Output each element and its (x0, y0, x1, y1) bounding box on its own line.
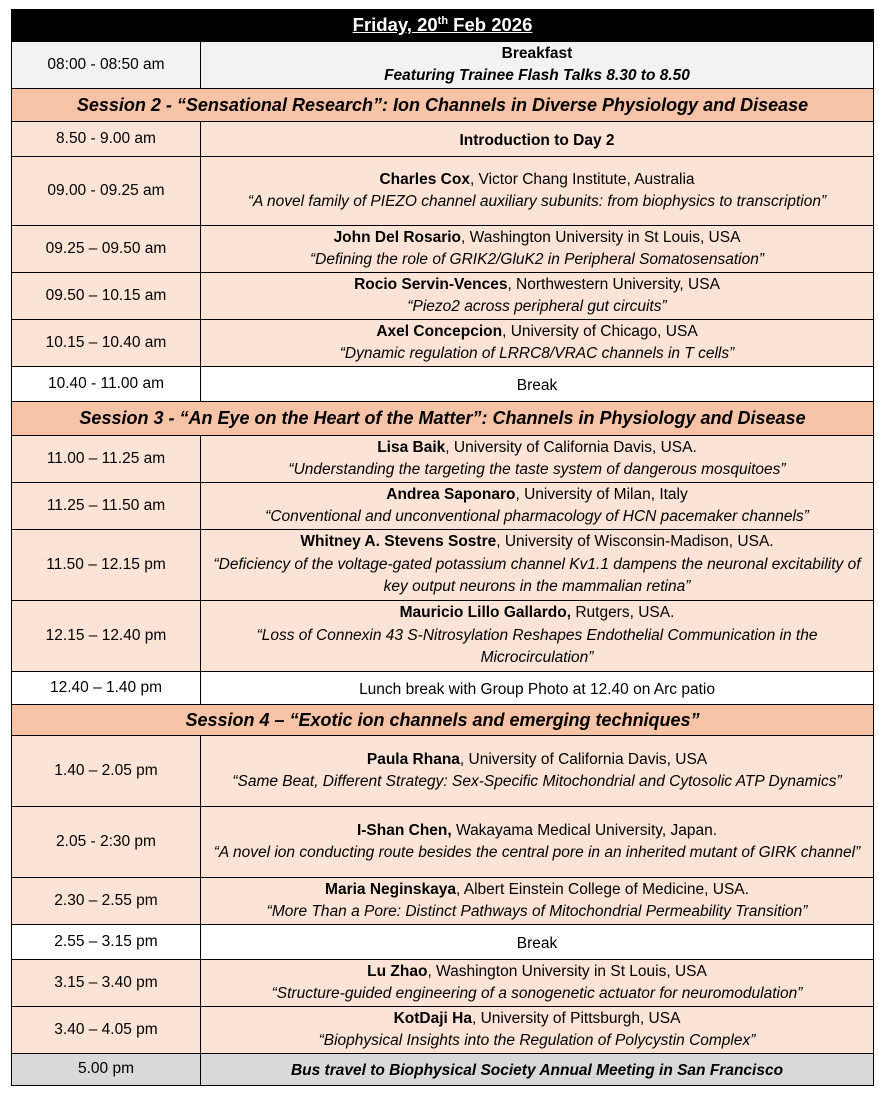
speaker-affiliation: , Albert Einstein College of Medicine, USA. (456, 880, 749, 898)
talk-cell (201, 878, 874, 925)
session-3-header: Session 3 - “An Eye on the Heart of the Matter”: Channels in Physiology and Disease (12, 402, 874, 436)
bus-row (12, 1054, 874, 1086)
talk-title: “Understanding the targeting the taste system of dangerous mosquitoes” (288, 461, 786, 478)
session-2-header: Session 2 - “Sensational Research”: Ion Channels in Diverse Physiology and Disease (12, 89, 874, 122)
talk-row (12, 157, 874, 226)
time-cell: 11.00 – 11.25 am (12, 436, 201, 483)
talk-row (12, 960, 874, 1007)
talk-title: “Loss of Connexin 43 S-Nitrosylation Reshapes Endothelial Communication in the Microcirculation” (256, 626, 818, 667)
speaker-name: I-Shan Chen, (356, 821, 452, 839)
time-cell: 2.55 – 3.15 pm (12, 925, 201, 960)
speaker-name: Rocio Servin-Vences (354, 275, 508, 293)
speaker-name: Paula Rhana (366, 750, 460, 768)
speaker-affiliation: , University of California Davis, USA (459, 750, 708, 768)
talk-row (12, 878, 874, 925)
talk-title: “Deficiency of the voltage-gated potassium channel Kv1.1 dampens the neuronal excitability of key output neurons in the mammalian retina” (213, 555, 861, 596)
talk-row (12, 320, 874, 367)
speaker-affiliation: , Washington University in St Louis, USA (461, 228, 741, 246)
speaker-name: Lisa Baik (377, 438, 446, 456)
time-cell: 12.40 – 1.40 pm (12, 672, 201, 705)
talk-cell (201, 960, 874, 1007)
talk-title: “A novel ion conducting route besides the central pore in an inherited mutant of GIRK channel” (213, 844, 861, 861)
event-cell: Lunch break with Group Photo at 12.40 on Arc patio (201, 672, 874, 705)
speaker-name: Maria Neginskaya (325, 880, 457, 898)
speaker-affiliation: , University of California Davis, USA. (445, 438, 697, 456)
speaker-affiliation: Wakayama Medical University, Japan. (451, 821, 718, 839)
speaker-affiliation: , University of Chicago, USA (502, 322, 698, 340)
speaker-affiliation: , University of Pittsburgh, USA (471, 1009, 681, 1027)
speaker-affiliation: , Washington University in St Louis, USA (427, 962, 707, 980)
speaker-affiliation: , Northwestern University, USA (507, 275, 720, 293)
speaker-affiliation: , University of Wisconsin-Madison, USA. (496, 533, 774, 551)
breakfast-row (12, 42, 874, 89)
talk-row (12, 807, 874, 878)
speaker-affiliation: , University of Milan, Italy (515, 485, 688, 503)
speaker-name: Lu Zhao (367, 962, 428, 980)
talk-row (12, 483, 874, 530)
speaker-name: Mauricio Lillo Gallardo, (399, 604, 572, 622)
time-cell: 2.05 - 2:30 pm (12, 807, 201, 878)
time-cell: 11.50 – 12.15 pm (12, 530, 201, 601)
intro-row (12, 122, 874, 157)
time-cell: 8.50 - 9.00 am (12, 122, 201, 157)
talk-cell (201, 601, 874, 672)
talk-title: “Piezo2 across peripheral gut circuits” (407, 298, 667, 315)
speaker-name: John Del Rosario (333, 228, 462, 246)
talk-title: “Conventional and unconventional pharmacology of HCN pacemaker channels” (265, 508, 809, 525)
talk-title: “Biophysical Insights into the Regulation of Polycystin Complex” (318, 1032, 756, 1049)
talk-row (12, 273, 874, 320)
talk-cell (201, 1007, 874, 1054)
time-cell: 09.50 – 10.15 am (12, 273, 201, 320)
talk-title: “Dynamic regulation of LRRC8/VRAC channels in T cells” (339, 345, 735, 362)
time-cell: 09.00 - 09.25 am (12, 157, 201, 226)
talk-row (12, 601, 874, 672)
time-cell: 09.25 – 09.50 am (12, 226, 201, 273)
day-title-row (12, 10, 874, 42)
speaker-affiliation: , Victor Chang Institute, Australia (469, 170, 695, 188)
talk-title: “Structure-guided engineering of a sonogenetic actuator for neuromodulation” (271, 985, 803, 1002)
talk-cell (201, 483, 874, 530)
time-cell: 3.40 – 4.05 pm (12, 1007, 201, 1054)
event-cell: Introduction to Day 2 (201, 122, 874, 157)
time-cell: 3.15 – 3.40 pm (12, 960, 201, 1007)
talk-row (12, 736, 874, 807)
talk-cell (201, 736, 874, 807)
talk-cell (201, 530, 874, 601)
speaker-name: Whitney A. Stevens Sostre (300, 533, 497, 551)
speaker-name: Axel Concepcion (376, 322, 503, 340)
schedule-table (11, 9, 874, 1086)
time-cell: 10.15 – 10.40 am (12, 320, 201, 367)
session-4-header: Session 4 – “Exotic ion channels and emerging techniques” (12, 705, 874, 736)
speaker-affiliation: Rutgers, USA. (571, 604, 675, 622)
event-cell: Bus travel to Biophysical Society Annual Meeting in San Francisco (201, 1054, 874, 1086)
talk-row (12, 226, 874, 273)
talk-title: “Defining the role of GRIK2/GluK2 in Peripheral Somatosensation” (309, 251, 765, 268)
talk-row (12, 436, 874, 483)
talk-row (12, 530, 874, 601)
talk-cell (201, 807, 874, 878)
speaker-name: Andrea Saponaro (386, 485, 516, 503)
talk-title: “Same Beat, Different Strategy: Sex-Specific Mitochondrial and Cytosolic ATP Dynamics” (232, 773, 842, 790)
talk-cell (201, 157, 874, 226)
talk-cell (201, 226, 874, 273)
event-cell: Break (201, 367, 874, 402)
talk-cell (201, 436, 874, 483)
time-cell: 12.15 – 12.40 pm (12, 601, 201, 672)
talk-row (12, 1007, 874, 1054)
talk-title: “A novel family of PIEZO channel auxiliary subunits: from biophysics to transcription” (247, 193, 827, 210)
time-cell: 5.00 pm (12, 1054, 201, 1086)
time-cell: 08:00 - 08:50 am (12, 42, 201, 89)
time-cell: 10.40 - 11.00 am (12, 367, 201, 402)
break-row (12, 367, 874, 402)
time-cell: 2.30 – 2.55 pm (12, 878, 201, 925)
talk-title: “More Than a Pore: Distinct Pathways of Mitochondrial Permeability Transition” (266, 903, 808, 920)
speaker-name: Charles Cox (379, 170, 470, 188)
lunch-row (12, 672, 874, 705)
time-cell: 1.40 – 2.05 pm (12, 736, 201, 807)
break-row (12, 925, 874, 960)
talk-cell (201, 320, 874, 367)
speaker-name: KotDaji Ha (393, 1009, 472, 1027)
day-title: Friday, 20th Feb 2026 (12, 10, 874, 42)
event-cell: Breakfast Featuring Trainee Flash Talks 8.30 to 8.50 (201, 42, 874, 89)
event-cell: Break (201, 925, 874, 960)
talk-cell (201, 273, 874, 320)
time-cell: 11.25 – 11.50 am (12, 483, 201, 530)
